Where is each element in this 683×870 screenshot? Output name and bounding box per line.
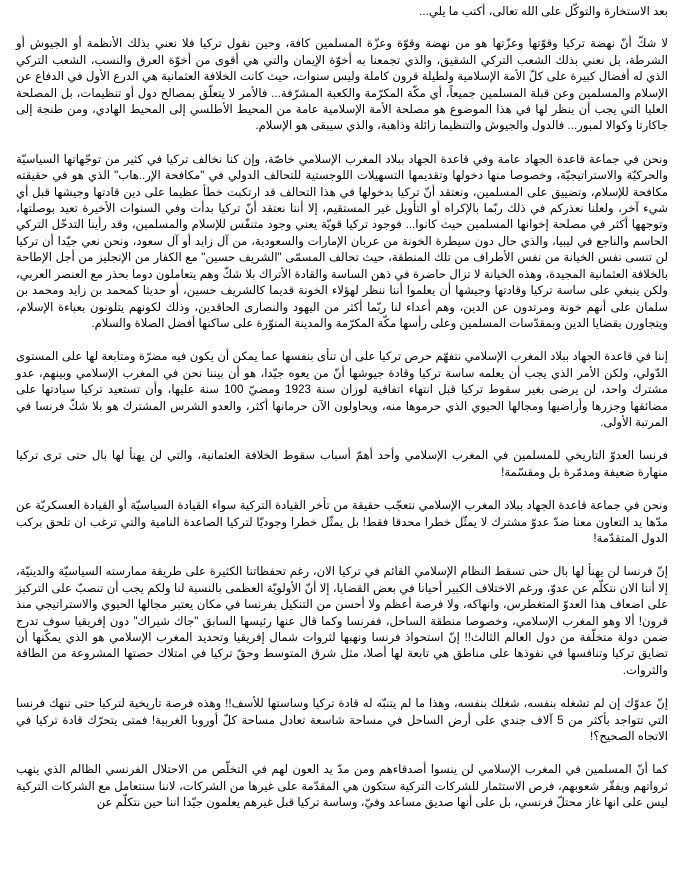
paragraph-common-enemy: إننا في قاعدة الجهاد ببلاد المغرب الإسلامي نتفهّم حرص تركيا على أن تنأى بنفسها عما يمكن أن يكون فيه مضرّة ومتابعة لها على المستوى الدّولي، ولكن الأمر الذي يجب أن يعلمه ساسة تركيا وقادة جيوشها أنّ من يعوه جيّدا، هو أن بيننا نحن في المغرب الإسلامي وبينهم، عدو مشترك واحد، لن يرضى بغير سقوط تركيا قبل انتهاء اتفاقية لوزان سنة 1923 ومضيّ 100 سنة عليها، وأن تستعيد تركيا سيادتها على مضائقها وجزرها وأراضيها ومجالها الحيوي الذي حرموها منه، ويحاولون الآن حرمانها أكثر، والعدو الشرس المشترك هو بلا شكّ فرنسا في المرتبة الأولى. <box>16 350 669 429</box>
paragraph-differences-with-turkey: ونحن في جماعة قاعدة الجهاد عامة وفي قاعدة الجهاد ببلاد المغرب الإسلامي خاصّة، وإن كنا نخالف تركيا في كثير من توجّهاتها السياسيّة والحركيّة والاستراتيجيّة، وخصوصا منها دخولها وتقديمها التسهيلات اللوجستية للتحالف الدولي في "مكافحة الإر..هاب" الذي هو في حقيقته مكافحة للإسلام، وتضييق على المسلمين، ونعتقد أنّ تركيا بدخولها في هذا التحالف قد ارتكبت خطأ عظيما على دين قادتها وجيشها قبل أي شيء آخر، ولعلنا نعذركم في ذلك ربّما بالإكراه أو التأويل غير المستقيم، إلا أننا نعتقد أنّ تركيا بدأت وفي السنوات الأخيرة تعيد بوصلتها، وتوجهها أكثر في مصلحة إخوانها المسلمين حيث كانوا... فوجود تركيا قويّة يعني وجود متنفّس للإسلام والمسلمين، وقد رأينا التدخّل التركي الحاسم والناجع في ليبيا، والذي حال دون سيطرة الخونة من عربان الإمارات والسعودية، من آل زايد أو آل سعود، ونحن نعي جيّدا أن تركيا لن تنسى نفس الخيانة من نفس الأطراف من تلك المنطقة، حيث تحالف المسمّى "الشريف حسين" مع الكفار من الإنجليز من أجل الإطاحة بالخلافة العثمانية المجيدة، وهذه الخيانة لا تزال حاضرة في ذهن الساسة والقادة الأتراك بلا شكّ وهم يتعاملون دوما بحذر مع العنصر العربي، ولكن ينبغي على ساسة تركيا وقادتها وجيشها أن يعلموا أننا ننظر لهؤلاء الخونة قديما كالشريف حسين، أو حديثا كمحمد بن زايد ومحمد بن سلمان على أنهم خونة ومرتدون عن الدين، وهم أعداء لنا ربّما أكثر من اليهود والنصارى الحاقدين، وذلك لكونهم يتلونون بعباءة الإسلام، ويتجاورن بقضايا الدين وبمقدّسات المسلمين وعلى رأسها مكّة المكرّمة والمدينة المنوّرة على ساكنها أفضل الصلاة والسلام. <box>16 152 668 330</box>
document-body <box>16 4 668 829</box>
paragraph-historic-opportunity: إنّ عدوّك إن لم تشغله بنفسه، شغلك بنفسه، وهذا ما لم يتنبّه له قادة تركيا وساستها للأسف!! وهذه فرصة تاريخية لتركيا حتى تنهك فرنسا التي تتواجد بأكثر من 5 آلاف جندي على أرض الساحل في مساحة شاسعة تعادل مساحة كلّ أوروبا الغربية! فمتى يتحرّك قادة تركيا في الاتجاه الصحيح؟! <box>16 697 668 744</box>
paragraph-call-for-cooperation: ونحن في جماعة قاعدة الجهاد ببلاد المغرب الإسلامي نتعجّب حقيقة من تأخر القيادة التركية سواء القيادة السياسيّة أو القيادة العسكريّة عن مدّها يد التعاون معنا ضدّ عدوّ مشترك لا يمثّل خطرا محدقا فقط! بل يمثّل خطرا وجوديّا لتركيا الصاعدة النامية والتي ترغب ان تلحق بركب الدول المتقدّمة! <box>16 499 668 545</box>
paragraph-turkey-strength: لا شكّ أنّ نهضة تركيا وقوّتها وعزّتها هو من نهضة وقوّة وعزّة المسلمين كافة، وحين نقول تركيا فلا نعني بذلك الأنظمة أو الجيوش أو الشرطة، بل نعني بذلك الشعب التركي الشقيق، والذي تجمعنا به أخوّة الإيمان والتي هي أقوى من أخوّة العرق والنسب، الشعب التركي الذي له أفضال كبيرة على كلّ الأمة الإسلامية ولطيلة قرون كاملة وليس سنوات، حيث كانت الخلافة العثمانية هي الدرع الأول في الدفاع عن الإسلام والمسلمين وعن قبلة المسلمين جميعاً، أي مكّة المكرّمة والكعبة المشرّفة... فالأمر لا يتعلّق بمصالح دول أو تنظيمات، بل المصلحة العليا التي يجب أن ينظر لها في هذا الموضوع هو مصلحة الأمة الإسلامية عامة من المحيط الأطلسي إلى المحيط الهادي، ومن طنجة إلى جاكارتا وكوالا لمبور... فالدول والجيوش والتنظيما زائلة وذاهبة، والذي سيبقى هو الإسلام. <box>16 37 668 133</box>
paragraph-france-in-sahel: إنّ فرنسا لن يهنأ لها بال حتى تسقط النظام الإسلامي القائم في تركيا الان، رغم تحفظاتنا الكثيرة على طريقة ممارسته السياسيّة والدينيّة، إلا أننا الان نتكلّم عن عدوّ، ورغم الاختلاف الكبير أحيانا في بعض القضايا، إلا أنّ الأولويّة العظمى بالنسبة لنا ولكم يجب أن تنصبّ على التركيز على اضعاف هذا العدوّ المتغطرس، وانهاكه، ولا فرصة أعظم ولا أحسن من التنكيل بفرنسا في مكان يعتبر مجالها الحيوي والاستراتيجي منذ قرون! ألا وهو المغرب الإسلامي، وخصوصا منطقة الساحل، ففرنسا وكما قال عنها رئيسها السابق "جاك شيراك" دون إفريقيا سوف تدرج ضمن دولة متخلّفة من دول العالم الثالث!! إنّ استحواذ فرنسا ونهبها لثروات شمال إفريقيا وتحديد المغرب الإسلامي هو الذي يمكّنها أن تضايق تركيا وتنافسها في نفوذها على مناطق هي تابعة لها أصلا، مثل شرق المتوسط وحقّ تركيا في امتلاك حصتها المشروعة من الطاقة والثروات. <box>16 565 668 677</box>
opening-line: بعد الاستخارة والتوكّل على الله تعالى، أكتب ما يلي... <box>419 5 668 18</box>
paragraph-investment: كما أنّ المسلمين في المغرب الإسلامي لن ينسوا أصدقاءهم ومن مدّ يد العون لهم في التخلّص من الاحتلال الفرنسي الظالم الذي ينهب ثرواتهم ويفقّر شعوبهم، فرص الاستثمار للشركات التركية ستكون هي المقدّمة على غيرها من الشركات، لاننا سنتعامل مع الشركات التركية ليس على انها غاز محتلّ فرنسي، بل على أنها صديق مساعد وفيّ، وساسة تركيا قبل غيرهم يعلمون جيّدا اننا حين نتكلّم عن <box>16 763 668 810</box>
paragraph-france-historic-enemy: فرنسا العدوّ التاريخي للمسلمين في المغرب الإسلامي وأحد أهمّ أسباب سقوط الخلافة العثمانية، والتي لن يهنأ لها بال حتى ترى تركيا منهارة ضعيفة ومدمّرة بل ومقسّمة! <box>16 449 668 479</box>
